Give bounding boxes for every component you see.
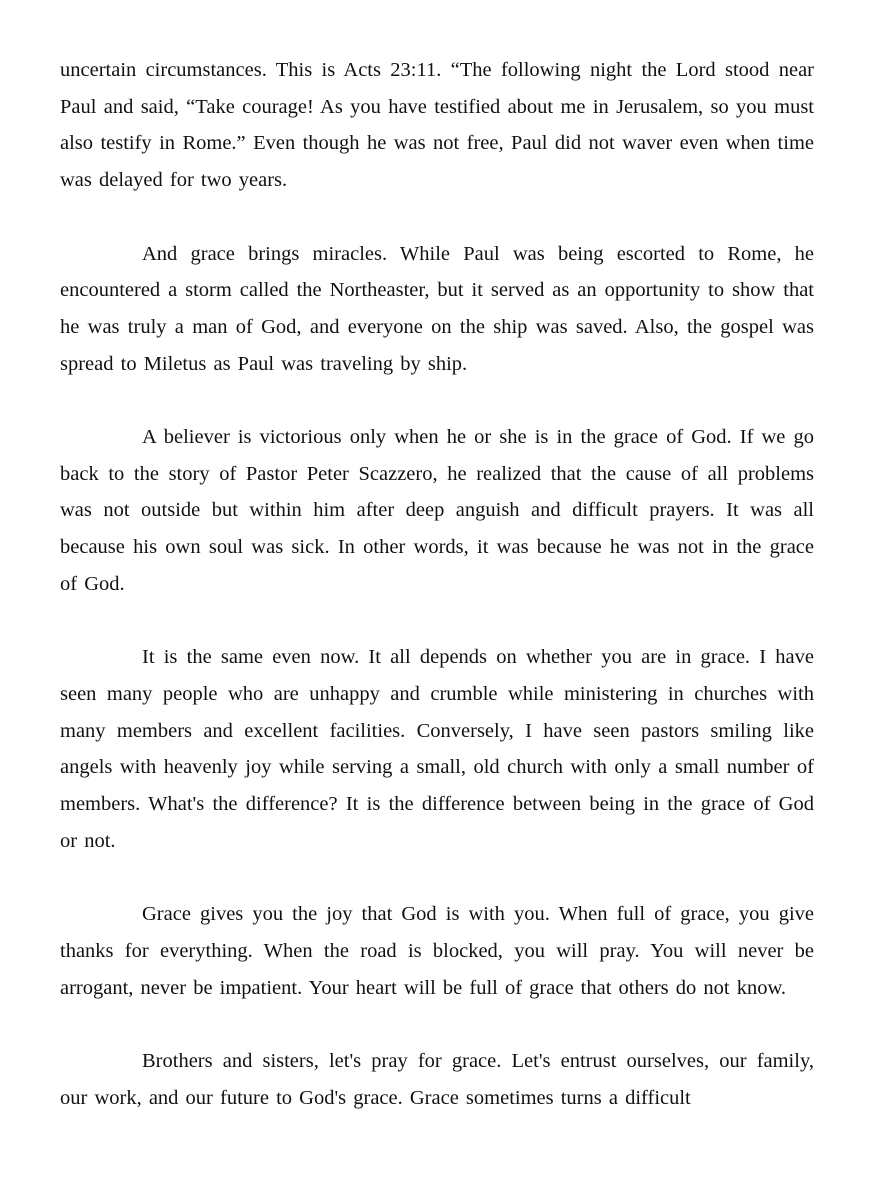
paragraph-pray-for-grace: Brothers and sisters, let's pray for grace. Let's entrust ourselves, our family, our work, and our future to God's grace. Grace sometimes turns a difficult	[60, 1049, 814, 1109]
paragraph-grace-gives-joy: Grace gives you the joy that God is with you. When full of grace, you give thanks for everything. When the road is blocked, you will pray. You will never be arrogant, never be impatient. Your heart will be full of grace that others do not know.	[60, 903, 814, 999]
paragraph-grace-brings-miracles: And grace brings miracles. While Paul was being escorted to Rome, he encountered a storm called the Northeaster, but it served as an opportunity to show that he was truly a man of God, and everyone on the ship was saved. Also, the gospel was spread to Miletus as Paul was traveling by ship.	[60, 242, 814, 375]
paragraph-same-even-now: It is the same even now. It all depends on whether you are in grace. I have seen many people who are unhappy and crumble while ministering in churches with many members and excellent facilities. Conversely, I have seen pastors smiling like angels with heavenly joy while serving a small, old church with only a small number of members. What's the difference? It is the difference between being in the grace of God or not.	[60, 646, 814, 852]
paragraph-acts-23-11: uncertain circumstances. This is Acts 23:11. “The following night the Lord stood near Paul and said, “Take courage! As you have testified about me in Jerusalem, so you must also testify in Rome.” Even though he was not free, Paul did not waver even when time was delayed for two years.	[60, 59, 814, 192]
paragraph-believer-victorious: A believer is victorious only when he or she is in the grace of God. If we go back to the story of Pastor Peter Scazzero, he realized that the cause of all problems was not outside but within him after deep anguish and difficult prayers. It was all because his own soul was sick. In other words, it was because he was not in the grace of God.	[60, 426, 814, 595]
document-page	[60, 52, 814, 1153]
